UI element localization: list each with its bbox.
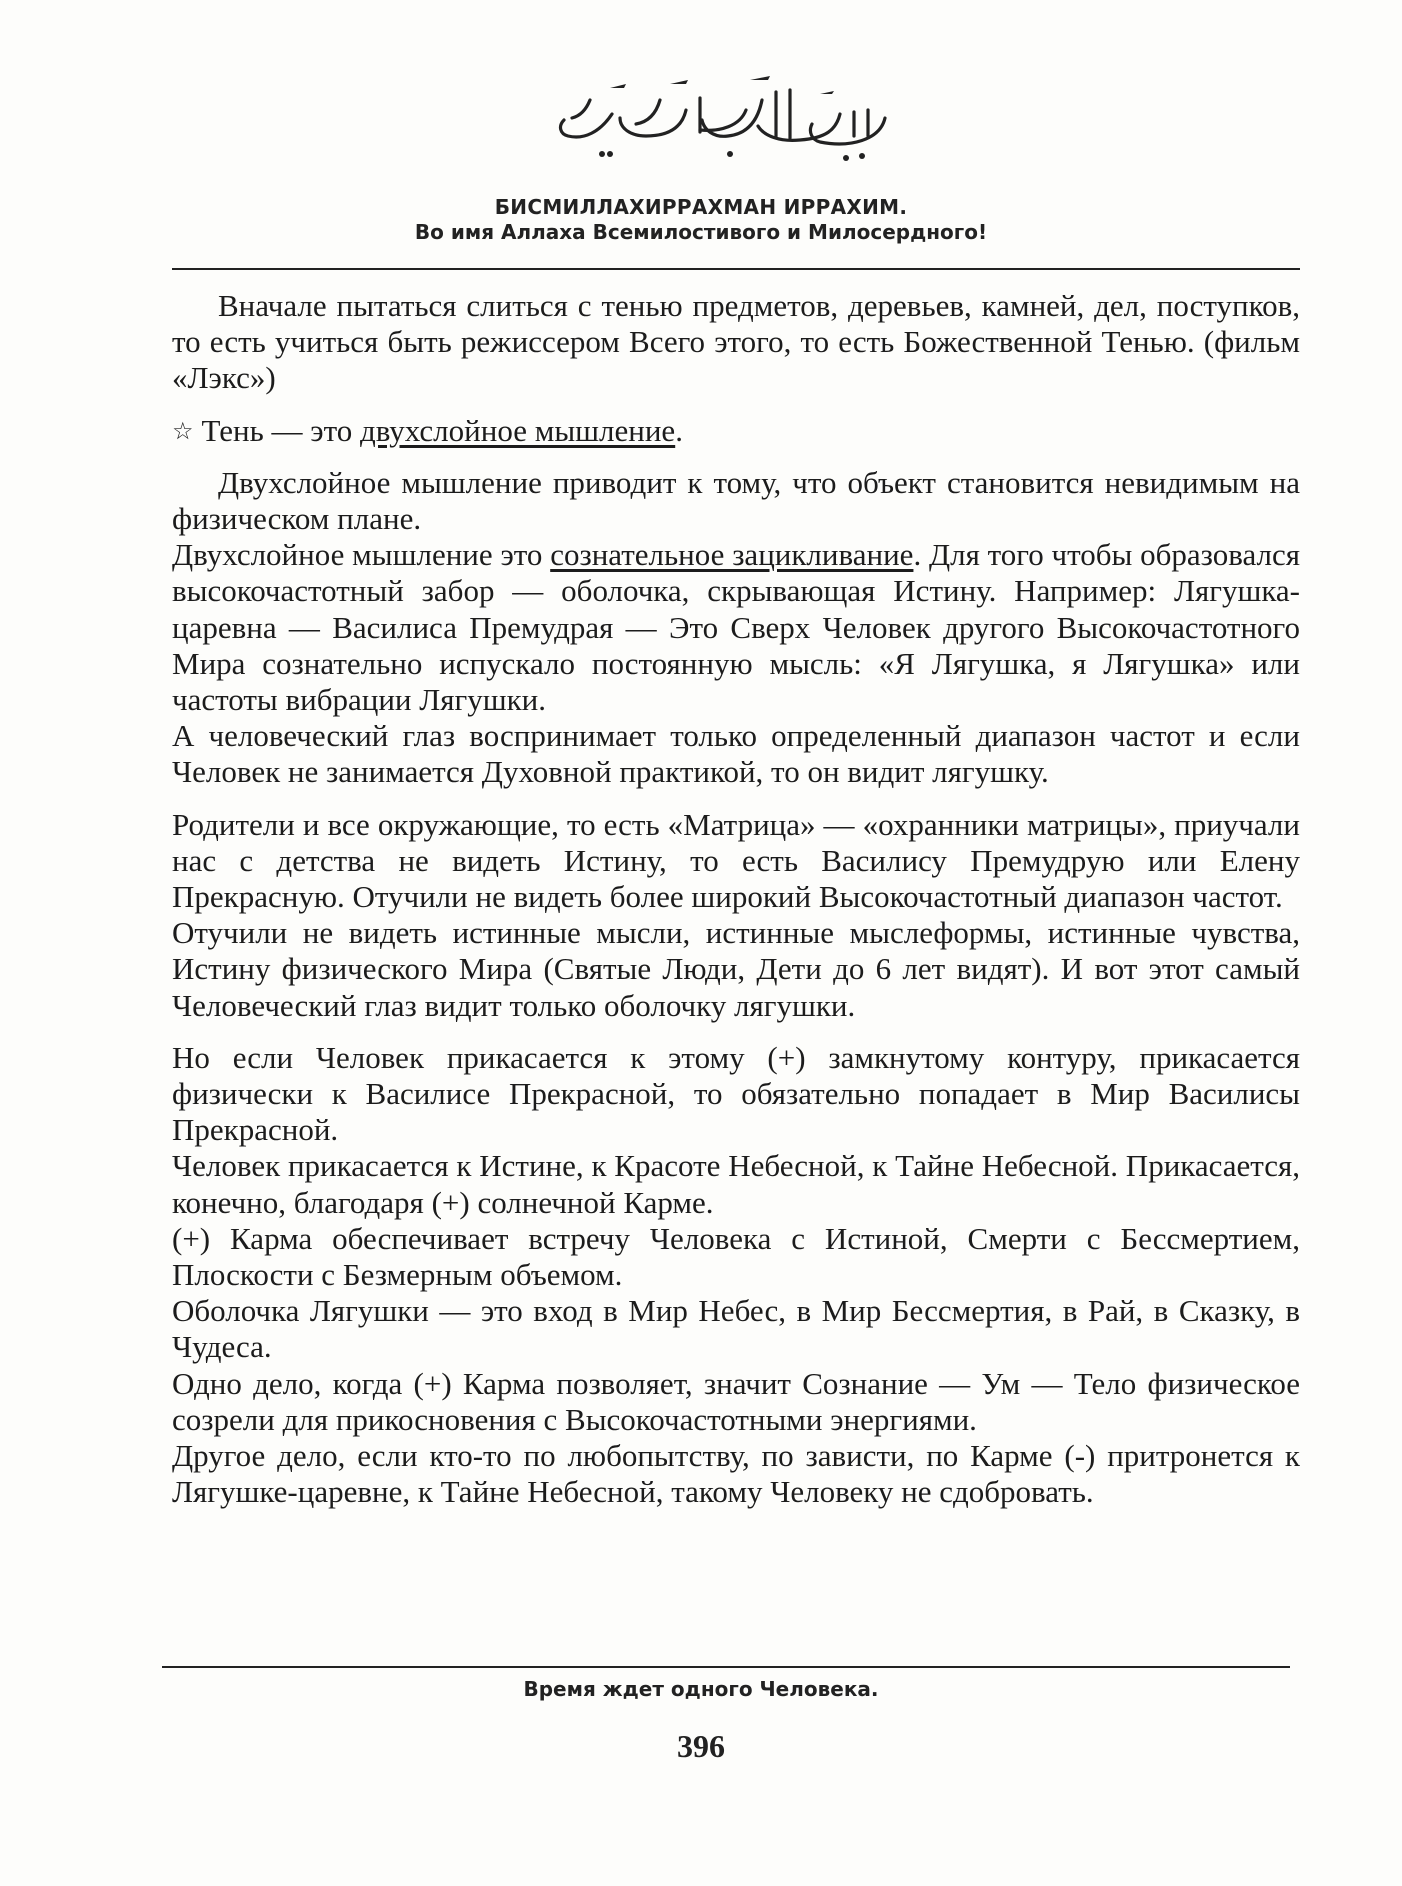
header-subtitle: Во имя Аллаха Всемилостивого и Милосердного! xyxy=(414,220,988,244)
page-number: 396 xyxy=(677,1728,725,1764)
paragraph: Родители и все окружающие, то есть «Матрица» — «охранники матрицы», приучали нас с детства не видеть Истину, то есть Василису Премудрую или Елену Прекрасную. Отучили не видеть более широкий Высокочастотный диапазон частот. xyxy=(172,806,1300,915)
running-footer: Время ждет одного Человека. xyxy=(523,1677,879,1701)
paragraph: (+) Карма обеспечивает встречу Человека с Истиной, Смерти с Бессмертием, Плоскости с Безмерным объемом. xyxy=(172,1220,1300,1293)
paragraph: Вначале пытаться слиться с тенью предметов, деревьев, камней, дел, поступков, то есть учиться быть режиссером Всего этого, то есть Божественной Тенью. (фильм «Лэкс») xyxy=(172,288,1300,396)
paragraph: Отучили не видеть истинные мысли, истинные мыслеформы, истинные чувства, Истину физического Мира (Святые Люди, Дети до 6 лет видят). И вот этот самый Человеческий глаз видит только оболочку лягушки. xyxy=(172,915,1300,1023)
paragraph: А человеческий глаз воспринимает только определенный диапазон частот и если Человек не занимается Духовной практикой, то он видит лягушку. xyxy=(172,718,1300,790)
header-title: БИСМИЛЛАХИРРАХМАН ИРРАХИМ. xyxy=(494,195,908,219)
paragraph: ☆ Тень — это двухслойное мышление. xyxy=(172,412,683,448)
header-divider xyxy=(172,268,1300,270)
paragraph: Двухслойное мышление приводит к тому, что объект становится невидимым на физическом плане. xyxy=(172,464,1300,537)
paragraph: Двухслойное мышление это сознательное зацикливание. Для того чтобы образовался высокочастотный забор — оболочка, скрывающая Истину. Например: Лягушка-царевна — Василиса Премудрая — Это Сверх Человек другого Высокочастотного Мира сознательно испускало постоянную мысль: «Я Лягушка, я Лягушка» или частоты вибрации Лягушки. xyxy=(172,537,1300,718)
paragraph: Одно дело, когда (+) Карма позволяет, значит Сознание — Ум — Тело физическое созрели для прикосновения с Высокочастотными энергиями. xyxy=(172,1365,1300,1437)
star-icon: ☆ xyxy=(172,416,194,445)
paragraph: Оболочка Лягушки — это вход в Мир Небес, в Мир Бессмертия, в Рай, в Сказку, в Чудеса. xyxy=(172,1293,1300,1365)
basmala-calligraphy-icon xyxy=(550,70,910,180)
paragraph: Другое дело, если кто-то по любопытству, по зависти, по Карме (-) притронется к Лягушке-царевне, к Тайне Небесной, такому Человеку не сдобровать. xyxy=(172,1438,1300,1510)
main-text xyxy=(172,288,1300,1511)
paragraph: Но если Человек прикасается к этому (+) замкнутому контуру, прикасается физически к Василисе Прекрасной, то обязательно попадает в Мир Василисы Прекрасной. xyxy=(172,1039,1300,1148)
paragraph: Человек прикасается к Истине, к Красоте Небесной, к Тайне Небесной. Прикасается, конечно, благодаря (+) солнечной Карме. xyxy=(172,1148,1300,1220)
footer-divider xyxy=(162,1666,1290,1668)
